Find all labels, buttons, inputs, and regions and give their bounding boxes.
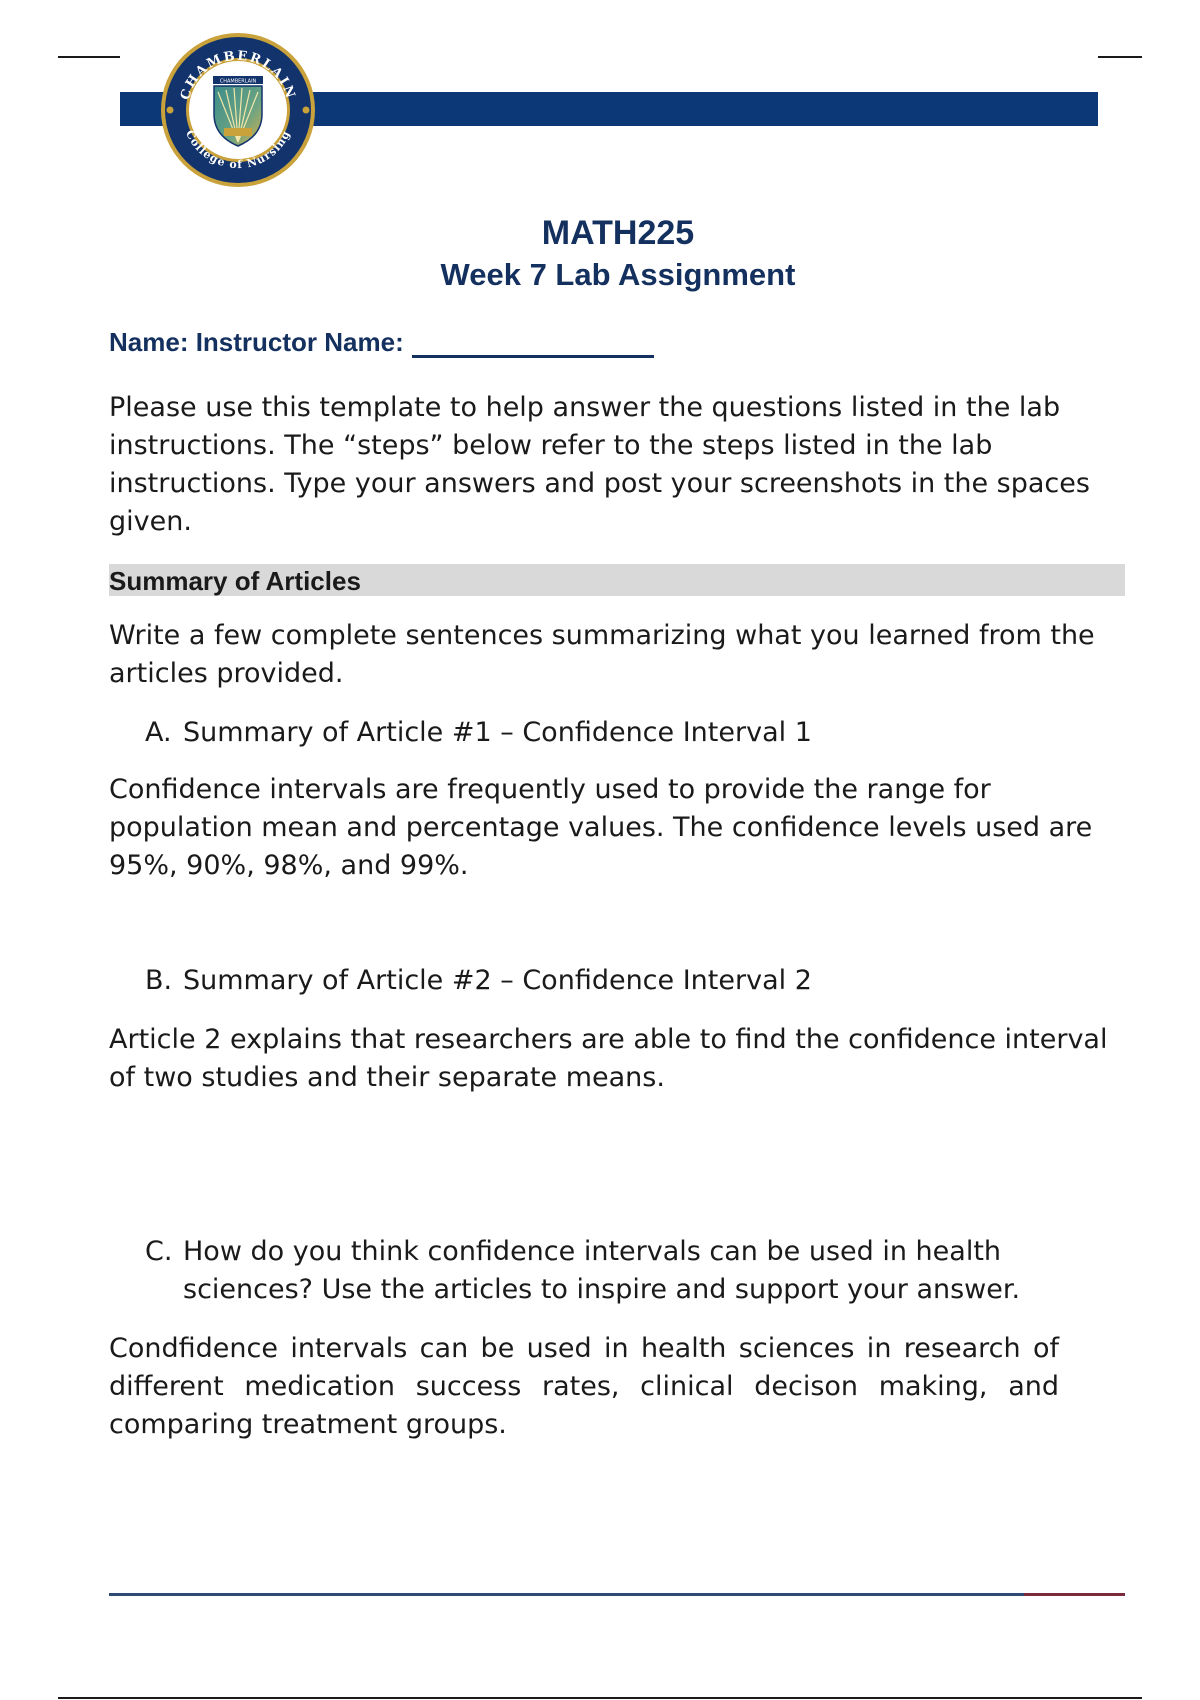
answer-c[interactable]: Condfidence intervals can be used in health sciences in research of different medication success rates, clinical decison making, and comparing treatment groups. <box>109 1333 1059 1440</box>
section-heading: Summary of Articles <box>109 566 361 596</box>
corner-line-bottom <box>58 1697 1142 1699</box>
answer-b[interactable]: Article 2 explains that researchers are able to find the confidence interval of two studies and their separate means. <box>109 1024 1108 1093</box>
question-b <box>145 962 1115 1000</box>
question-c-text: How do you think confidence intervals can be used in health sciences? Use the articles to inspire and support your answer. <box>183 1236 1021 1305</box>
question-a-letter: A. <box>145 717 172 748</box>
footer-rule <box>109 1593 1125 1596</box>
footer-rule-accent <box>1024 1593 1125 1596</box>
question-c-letter: C. <box>145 1236 173 1267</box>
name-line <box>109 327 654 358</box>
seal-top-text: CHAMBERLAIN <box>178 48 299 102</box>
question-b-text: Summary of Article #2 – Confidence Interval 2 <box>183 965 812 996</box>
section-heading-bar <box>109 564 1125 596</box>
question-c <box>145 1233 1115 1309</box>
seal-inner-text: CHAMBERLAIN <box>219 78 257 85</box>
answer-a[interactable]: Confidence intervals are frequently used to provide the range for population mean and percentage values. The confidence levels used are 95%, 90%, 98%, and 99%. <box>109 774 1093 881</box>
name-label: Name: Instructor Name: <box>109 327 404 357</box>
course-title: MATH225 <box>541 214 695 252</box>
assignment-title: Week 7 Lab Assignment <box>440 257 796 292</box>
corner-line-top-left <box>58 56 120 58</box>
corner-line-top-right <box>1098 56 1142 58</box>
name-blank[interactable] <box>412 331 654 358</box>
section-prompt: Write a few complete sentences summarizing what you learned from the articles provided. <box>109 620 1095 689</box>
seal-bottom-text: College of Nursing <box>182 128 294 172</box>
college-seal <box>158 30 318 190</box>
question-b-letter: B. <box>145 965 173 996</box>
question-a-text: Summary of Article #1 – Confidence Interval 1 <box>183 717 812 748</box>
intro-paragraph: Please use this template to help answer the questions listed in the lab instructions. The “steps” below refer to the steps listed in the lab instructions. Type your answers and post your screenshots in the spaces given. <box>109 392 1090 537</box>
question-a <box>145 714 1115 752</box>
